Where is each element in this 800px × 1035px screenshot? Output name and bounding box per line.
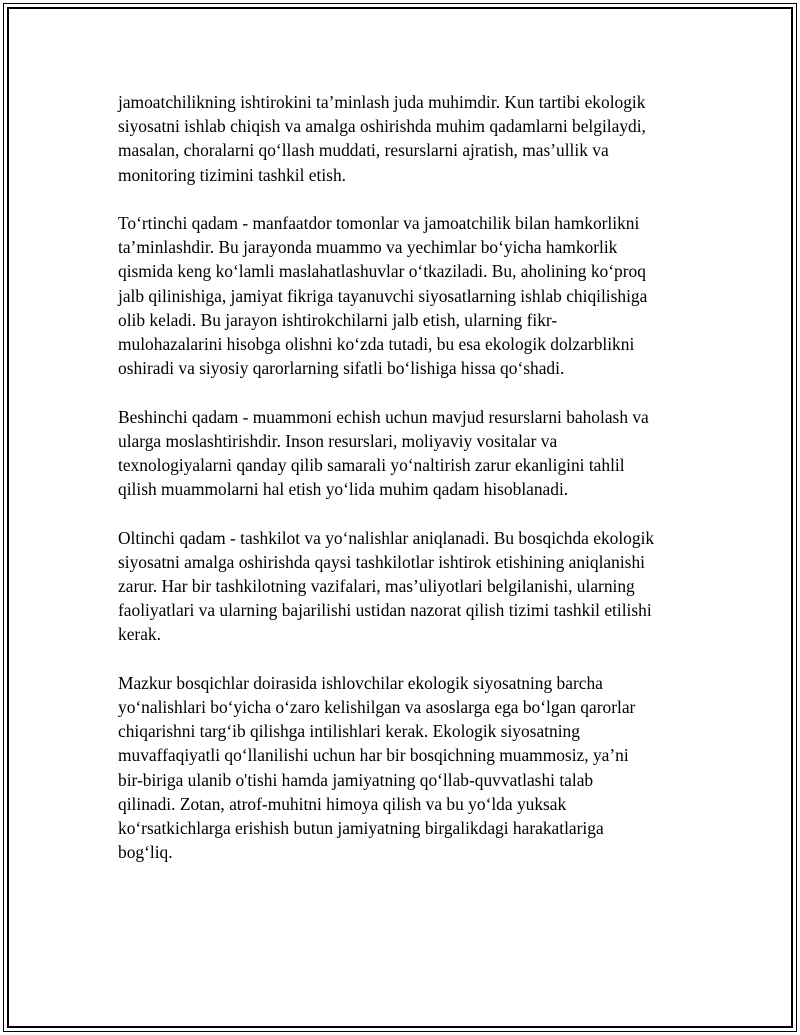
paragraph: Beshinchi qadam - muammoni echish uchun mavjud resurslarni baholash va ularga moslashtirishdir. Inson resurslari, moliyaviy vositalar va texnologiyalarni qanday qilib samarali yo‘naltirish zarur ekanligini tahlil qilish muammolarni hal etish yo‘lida muhim qadam hisoblanadi. xyxy=(118,406,649,500)
paragraph: Oltinchi qadam - tashkilot va yo‘nalishlar aniqlanadi. Bu bosqichda ekologik siyosatni amalga oshirishda qaysi tashkilotlar ishtirok etishining aniqlanishi zarur. Har bir tashkilotning vazifalari, mas’uliyotlari belgilanishi, ularning faoliyatlari va ularning bajarilishi ustidan nazorat qilish tizimi tashkil etilishi kerak. xyxy=(118,527,655,645)
document-body xyxy=(118,90,696,889)
paragraph: To‘rtinchi qadam - manfaatdor tomonlar va jamoatchilik bilan hamkorlikni ta’minlashdir. Bu jarayonda muammo va yechimlar bo‘yicha hamkorlik qismida keng ko‘lamli maslahatlashuvlar o‘tkaziladi. Bu, aholining ko‘proq jalb qilinishiga, jamiyat fikriga tayanuvchi siyosatlarning ishlab chiqilishiga olib keladi. Bu jarayon ishtirokchilarni jalb etish, ularning fikr- mulohazalarini hisobga olishni ko‘zda tutadi, bu esa ekologik dolzarblikni oshiradi va siyosiy qarorlarning sifatli bo‘lishiga hissa qo‘shadi. xyxy=(118,213,648,379)
paragraph: Mazkur bosqichlar doirasida ishlovchilar ekologik siyosatning barcha yo‘nalishlari bo‘yicha o‘zaro kelishilgan va asoslarga ega bo‘lgan qarorlar chiqarishni targ‘ib qilishga intilishlari kerak. Ekologik siyosatning muvaffaqiyatli qo‘llanilishi uchun har bir bosqichning muammosiz, ya’ni bir-biriga ulanib o'tishi hamda jamiyatning qo‘llab-quvvatlashi talab qilinadi. Zotan, atrof-muhitni himoya qilish va bu yo‘lda yuksak ko‘rsatkichlarga erishish butun jamiyatning birgalikdagi harakatlariga bog‘liq. xyxy=(118,672,636,863)
paragraph: jamoatchilikning ishtirokini ta’minlash juda muhimdir. Kun tartibi ekologik siyosatni ishlab chiqish va amalga oshirishda muhim qadamlarni belgilaydi, masalan, choralarni qo‘llash muddati, resurslarni ajratish, mas’ullik va monitoring tizimini tashkil etish. xyxy=(118,92,646,185)
